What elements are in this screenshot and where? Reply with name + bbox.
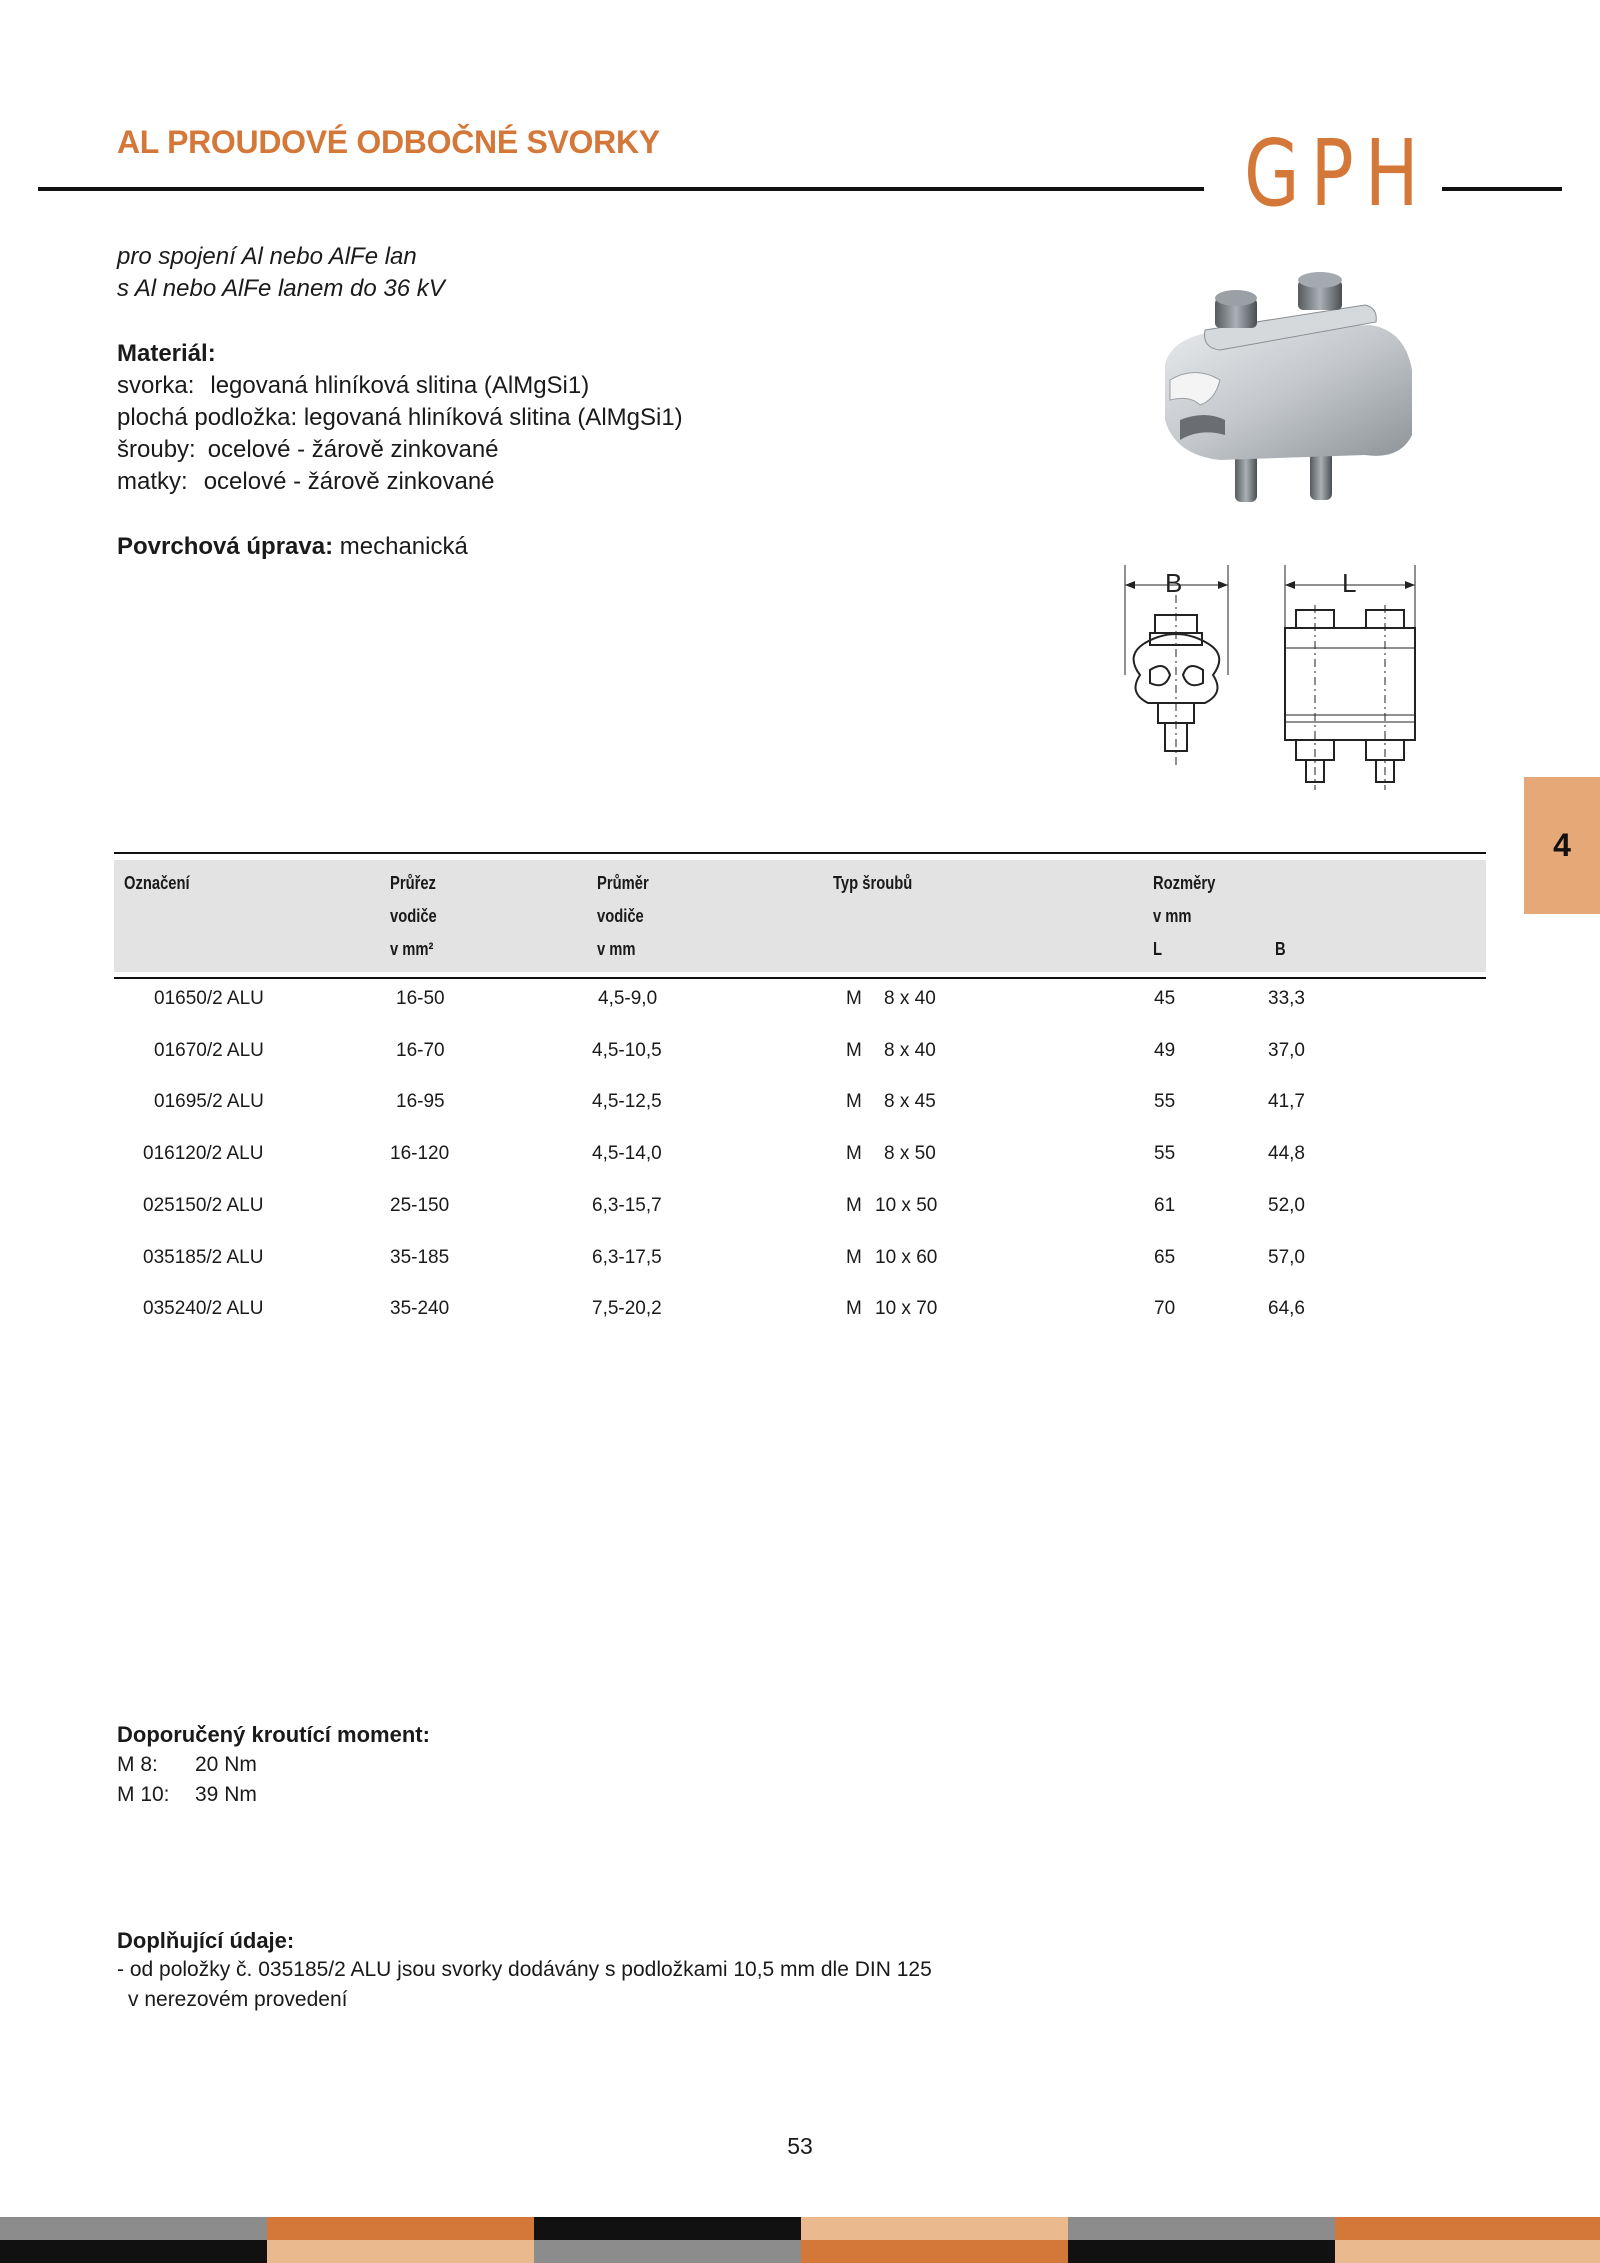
- footer-bar-bottom: [267, 2240, 534, 2263]
- cell-cross-section: 16-70: [396, 1039, 445, 1061]
- footer-bar-top: [1335, 2217, 1600, 2240]
- cell-l: 70: [1154, 1298, 1176, 1320]
- footer-bar-top: [801, 2217, 1068, 2240]
- material-label: svorka:: [117, 372, 195, 399]
- cell-screw: 10 x 50: [875, 1194, 938, 1216]
- footer-bar-top: [0, 2217, 267, 2240]
- page-title: AL PROUDOVÉ ODBOČNÉ SVORKY: [117, 124, 660, 160]
- additional-heading: Doplňující údaje:: [117, 1928, 295, 1953]
- material-heading: Materiál:: [117, 340, 216, 367]
- surface-line: [117, 531, 468, 563]
- intro-line-2: s Al nebo AlFe lanem do 36 kV: [117, 275, 445, 302]
- cell-l: 49: [1154, 1039, 1176, 1061]
- torque-heading: Doporučený kroutící moment:: [117, 1722, 430, 1747]
- table-top-rule: [114, 852, 1486, 854]
- product-photo: [1150, 270, 1430, 520]
- surface-label: Povrchová úprava:: [117, 533, 334, 560]
- intro-line-1: pro spojení Al nebo AlFe lan: [117, 243, 417, 270]
- material-item: [117, 402, 683, 434]
- cell-code: 035185/2 ALU: [143, 1246, 264, 1268]
- dimension-drawing: [1110, 565, 1430, 795]
- footer-bar-bottom: [801, 2240, 1068, 2263]
- cell-code: 01650/2 ALU: [154, 988, 264, 1009]
- cell-l: 55: [1154, 1091, 1176, 1113]
- cell-b: 41,7: [1268, 1091, 1305, 1113]
- cell-screw: 8 x 50: [884, 1143, 936, 1165]
- material-value: legovaná hliníková slitina (AlMgSi1): [210, 372, 590, 399]
- cell-m: M: [846, 1194, 862, 1216]
- header-rozmery: Rozměry v mm L: [1153, 873, 1216, 959]
- cell-cross-section: 35-185: [390, 1246, 450, 1268]
- cell-m: M: [846, 1091, 862, 1113]
- cell-b: 57,0: [1268, 1246, 1305, 1268]
- cell-screw: 8 x 40: [884, 988, 936, 1009]
- cell-diameter: 4,5-10,5: [592, 1039, 662, 1061]
- cell-cross-section: 16-120: [390, 1143, 450, 1165]
- cell-cross-section: 16-50: [396, 988, 445, 1009]
- cell-l: 65: [1154, 1246, 1176, 1268]
- cell-screw: 8 x 45: [884, 1091, 936, 1113]
- cell-m: M: [846, 1246, 862, 1268]
- cell-m: M: [846, 1143, 862, 1165]
- cell-b: 52,0: [1268, 1194, 1305, 1216]
- footer-bar-top: [534, 2217, 801, 2240]
- cell-l: 61: [1154, 1194, 1176, 1216]
- footer-bar-bottom: [1068, 2240, 1335, 2263]
- material-label: matky:: [117, 468, 188, 495]
- cell-l: 55: [1154, 1143, 1176, 1165]
- material-label: šrouby:: [117, 436, 196, 463]
- torque-value: 20 Nm: [195, 1753, 257, 1776]
- cell-screw: 10 x 70: [875, 1298, 938, 1320]
- header-rule-left: [38, 187, 1204, 191]
- cell-cross-section: 25-150: [390, 1194, 450, 1216]
- cell-diameter: 6,3-15,7: [592, 1194, 662, 1216]
- cell-diameter: 4,5-9,0: [598, 988, 658, 1009]
- footer-bar-bottom: [1335, 2240, 1600, 2263]
- cell-diameter: 4,5-12,5: [592, 1091, 662, 1113]
- torque-value: 39 Nm: [195, 1783, 257, 1806]
- footer-bar-bottom: [0, 2240, 267, 2263]
- material-item: [117, 370, 589, 402]
- header-prumer: Průměr vodiče v mm: [597, 873, 649, 959]
- footer-bar-bottom: [534, 2240, 801, 2263]
- material-item: [117, 466, 495, 498]
- cell-b: 33,3: [1268, 988, 1305, 1009]
- dim-b-label: B: [1165, 568, 1183, 598]
- material-item: [117, 434, 499, 466]
- header-prurez: Průřez vodiče v mm²: [390, 873, 437, 959]
- material-label: plochá podložka:: [117, 404, 298, 431]
- section-tab: 4: [1524, 777, 1600, 914]
- cell-code: 025150/2 ALU: [143, 1194, 264, 1216]
- surface-value: mechanická: [339, 533, 468, 560]
- cell-l: 45: [1154, 988, 1176, 1009]
- additional-line-2: v nerezovém provedení: [128, 1988, 348, 2011]
- cell-b: 64,6: [1268, 1298, 1305, 1320]
- header-b: B: [1275, 939, 1286, 959]
- cell-diameter: 7,5-20,2: [592, 1298, 662, 1320]
- cell-cross-section: 35-240: [390, 1298, 450, 1320]
- torque-item: [117, 1749, 257, 1781]
- header-rule-right: [1442, 187, 1562, 191]
- torque-label: M 8:: [117, 1753, 158, 1776]
- cell-diameter: 4,5-14,0: [592, 1143, 662, 1165]
- cell-screw: 10 x 60: [875, 1246, 938, 1268]
- cell-m: M: [846, 988, 862, 1009]
- header-typ-sroubu: Typ šroubů: [833, 873, 913, 893]
- gph-logo: GPH: [1244, 120, 1430, 227]
- table-header-rule: [114, 977, 1486, 979]
- cell-m: M: [846, 1039, 862, 1061]
- cell-screw: 8 x 40: [884, 1039, 936, 1061]
- cell-b: 44,8: [1268, 1143, 1305, 1165]
- cell-code: 01695/2 ALU: [154, 1091, 264, 1113]
- torque-item: [117, 1779, 257, 1811]
- cell-b: 37,0: [1268, 1039, 1305, 1061]
- cell-cross-section: 16-95: [396, 1091, 445, 1113]
- torque-label: M 10:: [117, 1783, 170, 1806]
- footer-bar-top: [267, 2217, 534, 2240]
- material-value: ocelové - žárově zinkované: [207, 436, 499, 463]
- cell-code: 016120/2 ALU: [143, 1143, 264, 1165]
- cell-code: 01670/2 ALU: [154, 1039, 264, 1061]
- header-oznaceni: Označení: [124, 873, 190, 893]
- cell-code: 035240/2 ALU: [143, 1298, 264, 1320]
- additional-line-1: - od položky č. 035185/2 ALU jsou svorky dodávány s podložkami 10,5 mm dle DIN 125: [117, 1958, 932, 1981]
- cell-m: M: [846, 1298, 862, 1320]
- material-value: ocelové - žárově zinkované: [203, 468, 495, 495]
- material-value: legovaná hliníková slitina (AlMgSi1): [303, 404, 683, 431]
- cell-diameter: 6,3-17,5: [592, 1246, 662, 1268]
- page-number: 53: [787, 2133, 813, 2159]
- dim-l-label: L: [1342, 568, 1357, 598]
- footer-bar-top: [1068, 2217, 1335, 2240]
